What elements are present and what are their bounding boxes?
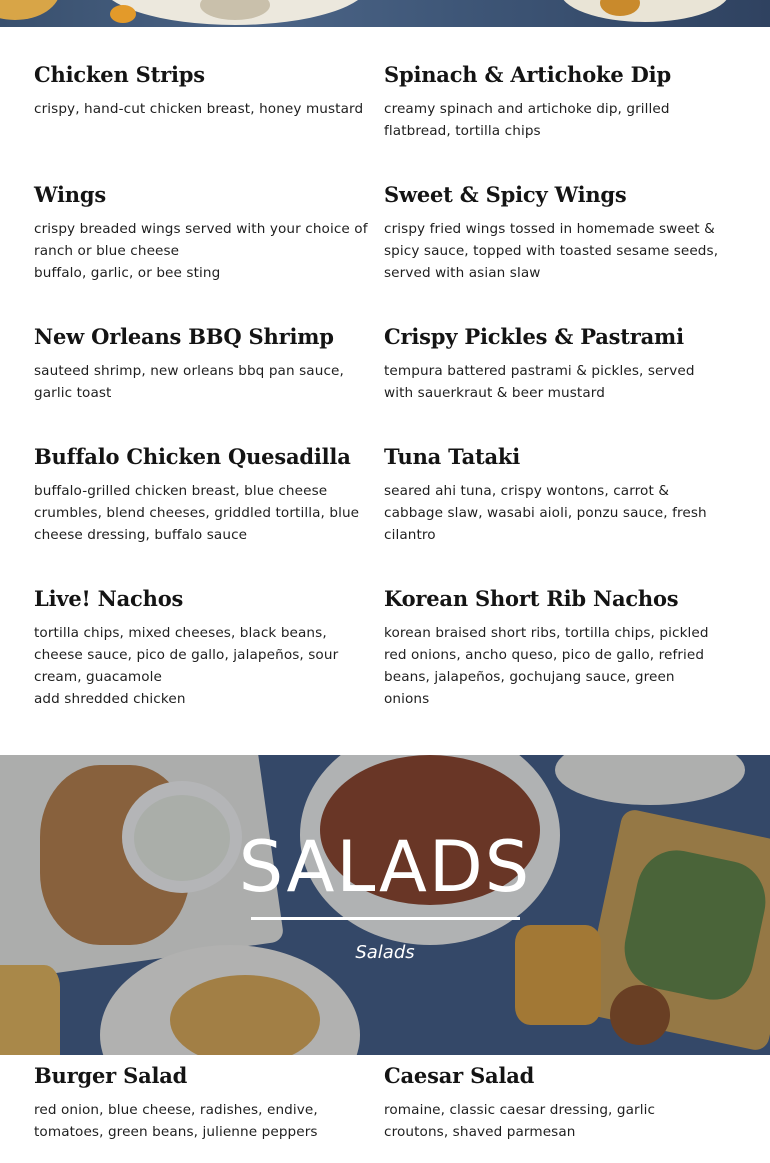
menu-item-name: Sweet & Spicy Wings	[384, 182, 627, 207]
menu-item-description	[34, 218, 370, 284]
menu-item	[384, 586, 720, 710]
description-line: red onion, blue cheese, radishes, endive, tomatoes, green beans, julienne peppers	[34, 1102, 318, 1140]
menu-item-description	[34, 98, 370, 120]
menu-item	[384, 62, 720, 142]
menu-item-description	[34, 480, 370, 546]
menu-item-name: Burger Salad	[34, 1063, 188, 1088]
description-line: korean braised short ribs, tortilla chips, pickled red onions, ancho queso, pico de gallo, refried beans, jalapeños, gochujang sauce, green onions	[384, 625, 709, 707]
description-line: buffalo-grilled chicken breast, blue cheese crumbles, blend cheeses, griddled tortilla, blue cheese dressing, buffalo sauce	[34, 483, 360, 543]
menu-item-description	[384, 98, 720, 142]
menu-item-description	[384, 480, 720, 546]
description-line: add shredded chicken	[34, 691, 186, 707]
menu-item	[34, 182, 370, 284]
description-line: tortilla chips, mixed cheeses, black beans, cheese sauce, pico de gallo, jalapeños, sour cream, guacamole	[34, 625, 339, 685]
menu-item	[34, 586, 370, 710]
menu-item	[34, 324, 370, 404]
menu-item-name: Live! Nachos	[34, 586, 184, 611]
menu-item-name: Tuna Tataki	[384, 444, 521, 469]
salads-hero-banner	[0, 755, 770, 1055]
menu-item-name: New Orleans BBQ Shrimp	[34, 324, 334, 349]
description-line: crispy, hand-cut chicken breast, honey mustard	[34, 101, 364, 117]
menu-item	[384, 444, 720, 546]
menu-item-description	[384, 622, 720, 710]
description-line: romaine, classic caesar dressing, garlic croutons, shaved parmesan	[384, 1102, 656, 1140]
menu-item-description	[384, 218, 720, 284]
menu-item-name: Crispy Pickles & Pastrami	[384, 324, 684, 349]
menu-item-description	[384, 360, 720, 404]
menu-item	[384, 324, 720, 404]
menu-item-name: Spinach & Artichoke Dip	[384, 62, 671, 87]
menu-item	[34, 62, 370, 120]
menu-item-name: Caesar Salad	[384, 1063, 535, 1088]
menu-item-name: Chicken Strips	[34, 62, 205, 87]
description-line: crispy breaded wings served with your choice of ranch or blue cheese	[34, 221, 368, 259]
menu-item-description	[384, 1099, 720, 1143]
title-underline	[251, 917, 520, 920]
description-line: tempura battered pastrami & pickles, served with sauerkraut & beer mustard	[384, 363, 695, 401]
section-subtitle: Salads	[355, 942, 415, 963]
menu-item	[34, 1063, 370, 1143]
menu-item	[34, 444, 370, 546]
description-line: sauteed shrimp, new orleans bbq pan sauce, garlic toast	[34, 363, 344, 401]
menu-item	[384, 182, 720, 284]
section-title: SALADS	[238, 826, 532, 908]
menu-item-description	[34, 360, 370, 404]
description-line: crispy fried wings tossed in homemade sweet & spicy sauce, topped with toasted sesame seeds, served with asian slaw	[384, 221, 719, 281]
menu-item-name: Buffalo Chicken Quesadilla	[34, 444, 351, 469]
menu-item-name: Wings	[34, 182, 106, 207]
menu-item	[384, 1063, 720, 1143]
menu-item-description	[34, 1099, 370, 1143]
description-line: buffalo, garlic, or bee sting	[34, 265, 221, 281]
description-line: creamy spinach and artichoke dip, grilled flatbread, tortilla chips	[384, 101, 670, 139]
menu-item-name: Korean Short Rib Nachos	[384, 586, 679, 611]
top-food-photo	[0, 0, 770, 27]
description-line: seared ahi tuna, crispy wontons, carrot & cabbage slaw, wasabi aioli, ponzu sauce, fresh cilantro	[384, 483, 707, 543]
menu-item-description	[34, 622, 370, 710]
